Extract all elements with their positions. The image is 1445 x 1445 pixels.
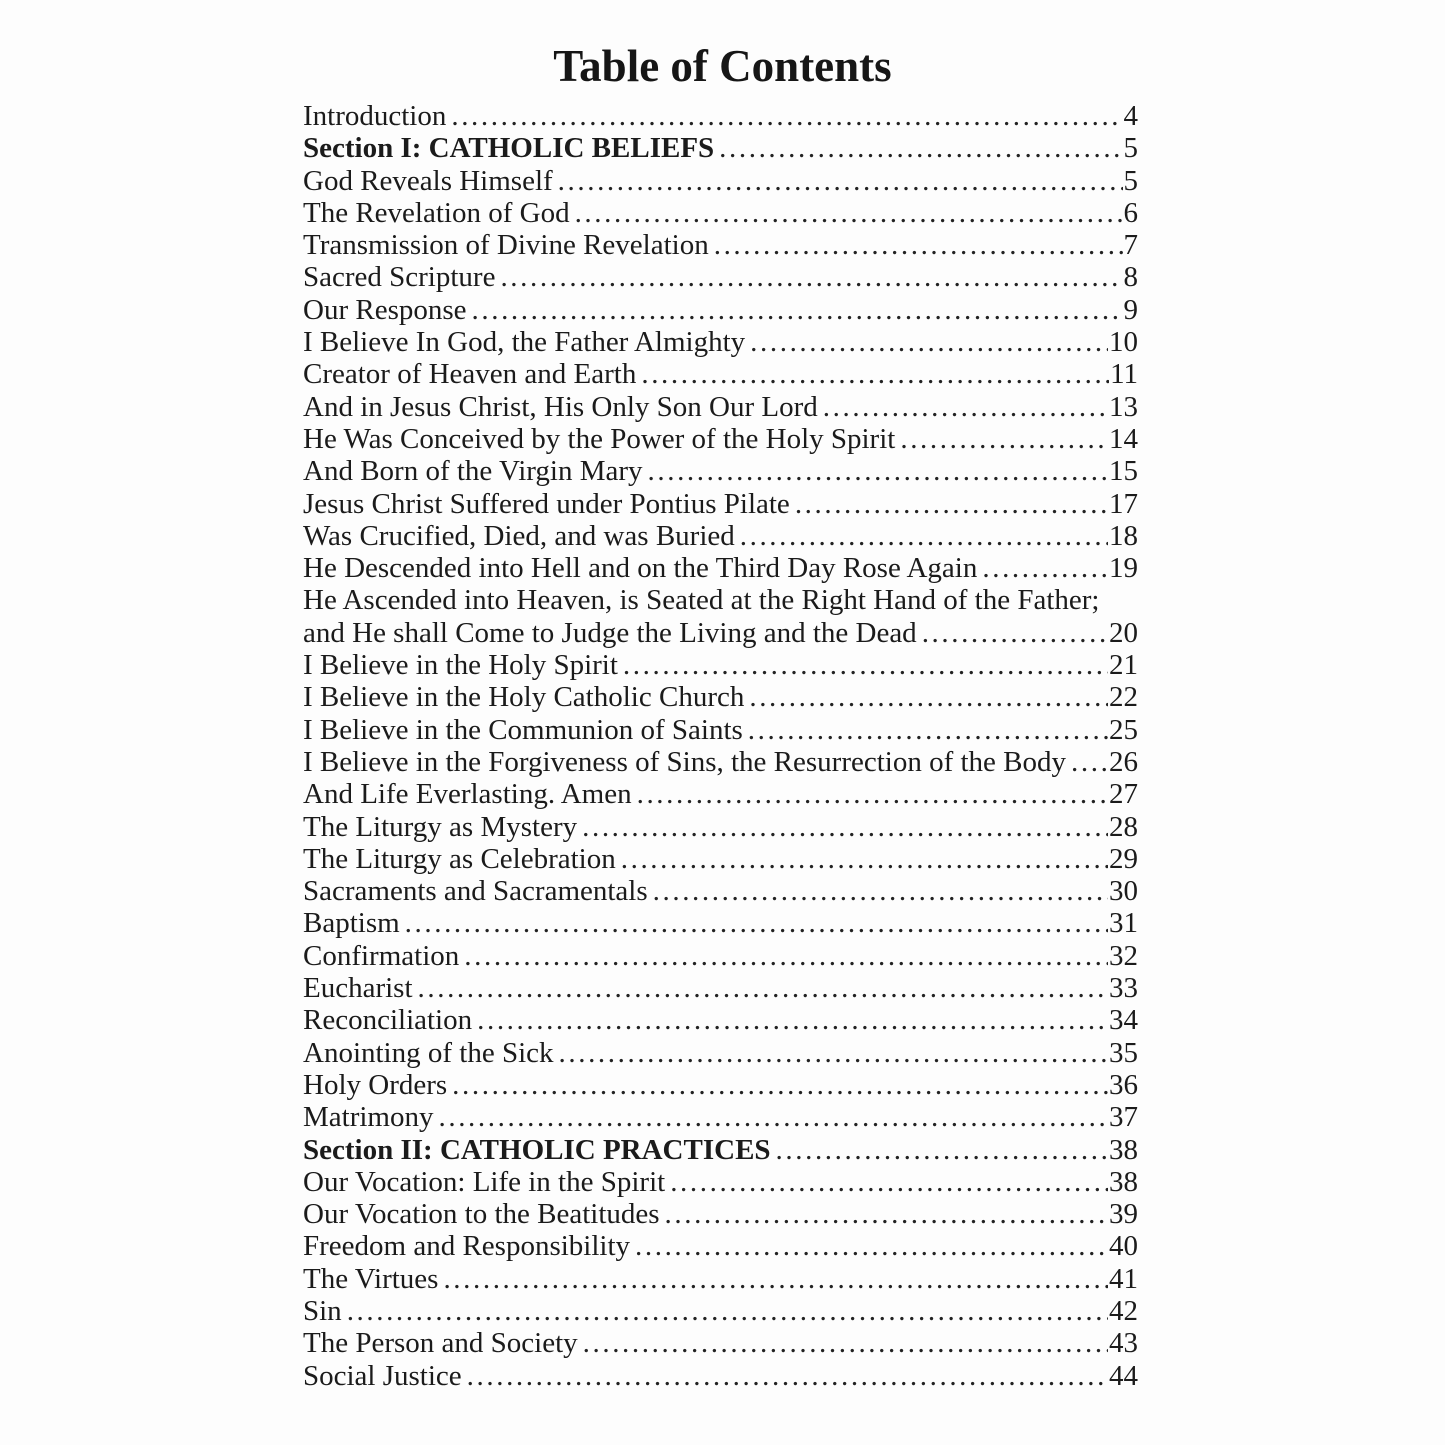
toc-entry-label: God Reveals Himself [303,164,553,197]
toc-entry-page: 37 [1109,1101,1138,1134]
toc-entry-label: The Virtues [303,1262,439,1295]
toc-entry-page: 31 [1109,907,1138,940]
dot-leader [670,1166,1108,1198]
toc-entry-label: Jesus Christ Suffered under Pontius Pilate [303,487,790,520]
toc-entry [303,649,1138,681]
toc-entry-page: 40 [1109,1230,1138,1263]
dot-leader [635,1230,1108,1262]
toc-entry-page: 30 [1109,875,1138,908]
toc-entry-label: Creator of Heaven and Earth [303,358,637,391]
toc-entry-label: I Believe in the Holy Catholic Church [303,681,745,714]
toc-entry-label: Our Vocation: Life in the Spirit [303,1165,666,1198]
dot-leader [472,294,1123,326]
toc-entry [303,1134,1138,1166]
dot-leader [464,940,1108,972]
toc-entry-page: 19 [1109,552,1138,585]
dot-leader [477,1004,1108,1036]
toc-entry-page: 43 [1109,1327,1138,1360]
dot-leader [749,681,1108,713]
dot-leader [823,391,1108,423]
toc-entry-page: 29 [1109,842,1138,875]
dot-leader [451,100,1122,132]
dot-leader [776,1134,1108,1166]
toc-entry [303,132,1138,164]
toc-entry [303,1101,1138,1133]
toc-entry [303,423,1138,455]
toc-entry-page: 5 [1123,164,1138,197]
dot-leader [714,229,1123,261]
toc-entry-page: 21 [1109,649,1138,682]
toc-entry-label: Our Vocation to the Beatitudes [303,1198,660,1231]
toc-entry [303,1295,1138,1327]
toc-entry [303,1069,1138,1101]
toc-entry-page: 25 [1109,713,1138,746]
toc-entry-label: Our Response [303,293,467,326]
toc-entry-page: 28 [1109,810,1138,843]
dot-leader [347,1295,1108,1327]
toc-entry [303,1037,1138,1069]
toc-entry-label: and He shall Come to Judge the Living and the Dead [303,616,917,649]
dot-leader [900,423,1108,455]
page-title: Table of Contents [553,41,892,91]
dot-leader [500,261,1122,293]
dot-leader [443,1263,1108,1295]
toc-entry-page: 6 [1123,196,1138,229]
toc-entry-page: 14 [1109,422,1138,455]
toc-entry [303,229,1138,261]
toc-entry-page: 17 [1109,487,1138,520]
toc-entry [303,1166,1138,1198]
toc-entry-page: 42 [1109,1294,1138,1327]
toc-entry [303,584,1138,616]
toc-entry-page: 26 [1109,745,1138,778]
toc-entry-page: 44 [1109,1359,1138,1392]
toc-entry-label: Confirmation [303,939,460,972]
toc-entry-page: 7 [1123,229,1138,262]
dot-leader [623,649,1108,681]
toc-entry-label: Reconciliation [303,1004,473,1037]
toc-entry-page: 32 [1109,939,1138,972]
toc-entry-page: 39 [1109,1198,1138,1231]
toc-entry-label: Sacred Scripture [303,261,496,294]
toc-entry-label: I Believe in the Holy Spirit [303,649,618,682]
toc-entry [303,1004,1138,1036]
toc-entry [303,1360,1138,1392]
toc-entry [303,488,1138,520]
dot-leader [621,843,1108,875]
toc-entry-page: 41 [1109,1262,1138,1295]
toc-entry-label: Section II: CATHOLIC PRACTICES [303,1133,771,1166]
toc-list [303,100,1138,1392]
toc-entry-label: Introduction [303,100,447,132]
toc-entry [303,326,1138,358]
toc-entry-label: Baptism [303,907,400,940]
toc-entry-label: The Liturgy as Celebration [303,842,616,875]
dot-leader [559,1037,1108,1069]
dot-leader [467,1360,1108,1392]
toc-entry [303,1327,1138,1359]
toc-entry-label: He Ascended into Heaven, is Seated at the Right Hand of the Father; [303,584,1100,617]
toc-entry-page: 13 [1109,390,1138,423]
toc-entry [303,358,1138,390]
dot-leader [748,714,1108,746]
dot-leader [405,907,1108,939]
toc-entry-label: He Descended into Hell and on the Third Day Rose Again [303,552,978,585]
toc-entry [303,1263,1138,1295]
dot-leader [648,455,1108,487]
toc-entry-page: 5 [1123,132,1138,165]
toc-entry-label: And Life Everlasting. Amen [303,778,632,811]
toc-entry-label: I Believe In God, the Father Almighty [303,326,746,359]
toc-entry [303,391,1138,423]
toc-entry [303,165,1138,197]
toc-entry-page: 34 [1109,1004,1138,1037]
toc-entry [303,197,1138,229]
dot-leader [641,358,1109,390]
toc-entry [303,681,1138,713]
toc-entry-page: 9 [1123,293,1138,326]
toc-entry-label: Eucharist [303,972,413,1005]
dot-leader [582,811,1108,843]
toc-entry-label: Anointing of the Sick [303,1036,554,1069]
toc-entry-page: 15 [1109,455,1138,488]
toc-entry-label: Was Crucified, Died, and was Buried [303,519,735,552]
toc-entry-page: 18 [1109,519,1138,552]
toc-entry-page: 8 [1123,261,1138,294]
toc-entry-label: The Revelation of God [303,196,570,229]
dot-leader [740,520,1108,552]
dot-leader [653,875,1108,907]
toc-entry-page: 22 [1109,681,1138,714]
dot-leader [439,1101,1109,1133]
toc-entry-label: Sacraments and Sacramentals [303,875,648,908]
toc-entry [303,972,1138,1004]
dot-leader [558,165,1123,197]
toc-entry-page: 38 [1109,1165,1138,1198]
toc-entry [303,455,1138,487]
toc-entry-page: 36 [1109,1068,1138,1101]
dot-leader [575,197,1123,229]
toc-entry-page: 11 [1110,358,1138,391]
toc-entry [303,875,1138,907]
toc-entry [303,520,1138,552]
toc-entry [303,294,1138,326]
dot-leader [452,1069,1108,1101]
toc-entry-label: Freedom and Responsibility [303,1230,631,1263]
toc-entry-label: And Born of the Virgin Mary [303,455,643,488]
dot-leader [750,326,1108,358]
toc-entry [303,1198,1138,1230]
toc-entry-label: Section I: CATHOLIC BELIEFS [303,132,715,165]
toc-entry [303,811,1138,843]
toc-entry-page: 10 [1109,326,1138,359]
toc-entry-page: 27 [1109,778,1138,811]
toc-entry-page: 33 [1109,972,1138,1005]
toc-entry [303,100,1138,132]
toc-entry-label: I Believe in the Communion of Saints [303,713,743,746]
toc-entry [303,746,1138,778]
dot-leader [1071,746,1108,778]
toc-entry [303,261,1138,293]
toc-entry-page: 4 [1123,100,1138,132]
toc-entry-label: And in Jesus Christ, His Only Son Our Lord [303,390,818,423]
toc-entry [303,940,1138,972]
dot-leader [418,972,1108,1004]
toc-entry-page: 20 [1109,616,1138,649]
toc-entry-label: I Believe in the Forgiveness of Sins, the Resurrection of the Body [303,745,1067,778]
toc-entry-label: Sin [303,1294,342,1327]
toc-entry [303,714,1138,746]
toc-entry [303,907,1138,939]
toc-entry-page: 35 [1109,1036,1138,1069]
toc-entry-label: Transmission of Divine Revelation [303,229,709,262]
toc-entry [303,617,1138,649]
toc-entry-page: 38 [1109,1133,1138,1166]
dot-leader [583,1327,1108,1359]
toc-entry [303,778,1138,810]
toc-entry-label: Matrimony [303,1101,434,1134]
dot-leader [719,132,1122,164]
toc-entry-label: He Was Conceived by the Power of the Holy Spirit [303,422,896,455]
toc-entry [303,1230,1138,1262]
dot-leader [637,778,1108,810]
toc-entry [303,552,1138,584]
dot-leader [922,617,1108,649]
toc-entry-label: The Person and Society [303,1327,578,1360]
dot-leader [665,1198,1108,1230]
dot-leader [795,488,1108,520]
toc-entry-label: Holy Orders [303,1068,448,1101]
dot-leader [982,552,1108,584]
toc-entry-label: Social Justice [303,1359,462,1392]
toc-entry [303,843,1138,875]
toc-entry-label: The Liturgy as Mystery [303,810,578,843]
